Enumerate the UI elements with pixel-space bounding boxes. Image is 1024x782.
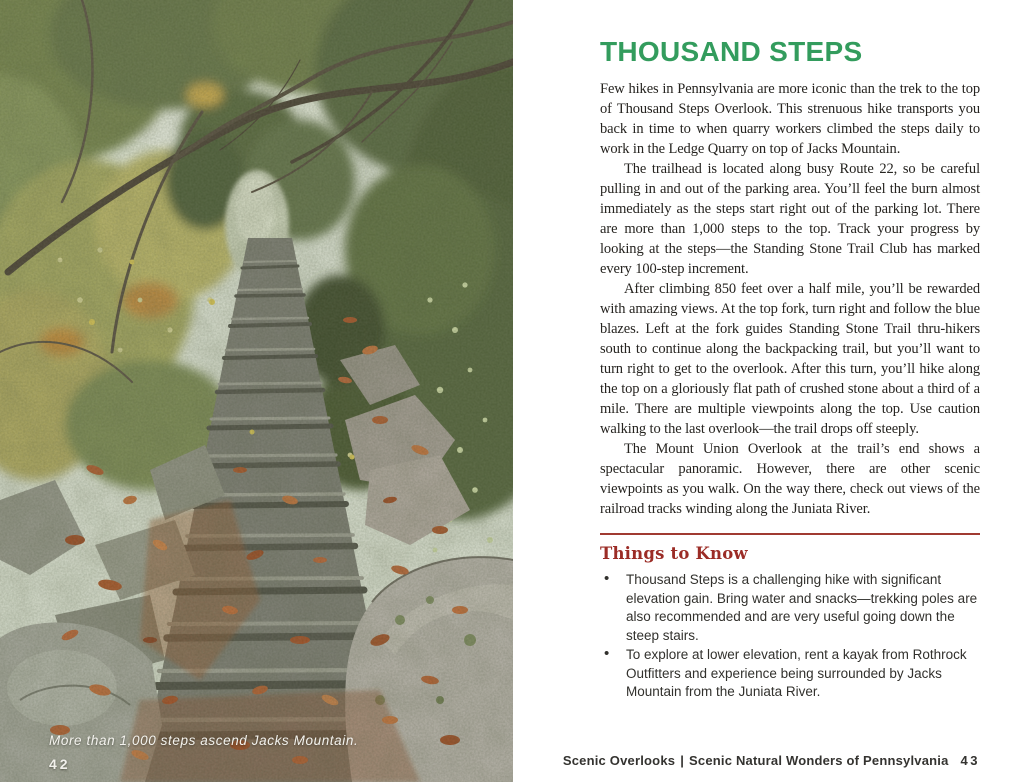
list-item: • To explore at lower elevation, rent a kayak from Rothrock Outfitters and experience being surrounded by Jacks Mountain from the Juniata River. [600,646,980,702]
page-number-right: 43 [960,753,980,768]
running-footer [563,753,980,768]
body-paragraph: The trailhead is located along busy Route 22, so be careful pulling in and out of the parking area. You’ll feel the burn almost immediately as the steps start right out of the parking lot. There are more than 1,000 steps to the top. Track your progress by looking at the steps—the Standing Stone Trail Club has marked every 100-step increment. [600,161,980,277]
body-copy [600,79,980,519]
body-paragraph: The Mount Union Overlook at the trail’s end shows a spectacular panoramic. However, there are other scenic viewpoints as you walk. On the way there, check out views of the railroad tracks winding along the Juniata River. [600,441,980,517]
footer-separator: | [680,753,685,768]
things-to-know-heading: Things to Know [600,544,748,563]
list-item: • Thousand Steps is a challenging hike with significant elevation gain. Bring water and snacks—trekking poles are also recommended and are very useful going down the steep stairs. [600,571,980,645]
body-paragraph: Few hikes in Pennsylvania are more iconic than the trek to the top of Thousand Steps Overlook. This strenuous hike transports you back in time to when quarry workers climbed the steps daily to work in the Ledge Quarry on top of Jacks Mountain. [600,81,980,157]
section-rule [600,533,980,535]
page-number-left: 42 [49,756,71,772]
things-to-know-list [600,571,980,702]
photo-caption: More than 1,000 steps ascend Jacks Mountain. [49,733,359,748]
footer-section: Scenic Overlooks [562,753,676,768]
body-paragraph: After climbing 850 feet over a half mile, you’ll be rewarded with amazing views. At the top fork, turn right and follow the blue blazes. Left at the fork guides Standing Stone Trail thru-hikers south to continue along the backpacking trail, but you’ll want to turn right to get to the overlook. After this turn, you’ll hike along the top on a gloriously flat path of crushed stone about a third of a mile. There are multiple viewpoints along the top. Use caution walking to the last overlook—the trail drops off steeply. [600,281,980,437]
right-page [600,0,980,782]
footer-book-title: Scenic Natural Wonders of Pennsylvania [689,753,949,768]
page-title: THOUSAND STEPS [600,36,863,67]
